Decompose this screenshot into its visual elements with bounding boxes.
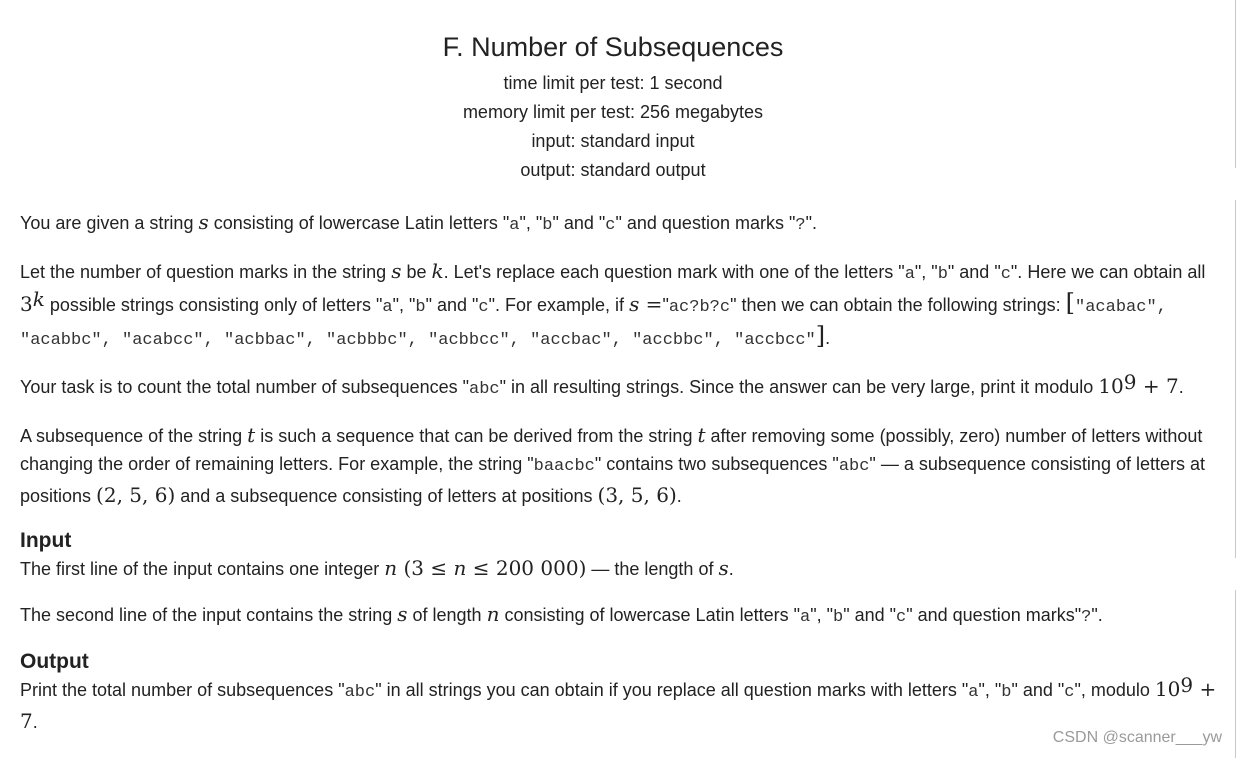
output-paragraph-1: Print the total number of subsequences "abc" in all strings you can obtain if you replace all question marks with letters "a", "b" and "c", modulo $10^9 + 7$. xyxy=(20,673,1217,733)
statement-paragraph-1: You are given a string s consisting of lowercase Latin letters "a", "b" and "c" and question marks "?". xyxy=(20,210,817,235)
problem-header xyxy=(0,28,1226,185)
time-limit: time limit per test: 1 second xyxy=(503,73,723,93)
csdn-watermark: CSDN @scanner___yw xyxy=(1052,729,1222,746)
input-paragraph-1: The first line of the input contains one integer n (3 ≤ n ≤ 200 000) — the length of s. xyxy=(20,556,734,580)
input-paragraph-2: The second line of the input contains the string s of length n consisting of lowercase Latin letters "a", "b" and "c" and question marks"?". xyxy=(20,602,1103,627)
statement-paragraph-3: Your task is to count the total number of subsequences "abc" in all resulting strings. Since the answer can be very large, print it modulo $10^9 + 7$. xyxy=(20,370,1184,399)
input-section-title: Input xyxy=(20,529,72,552)
input-spec: input: standard input xyxy=(531,131,695,151)
right-divider-middle xyxy=(1235,200,1236,558)
problem-title: F. Number of Subsequences xyxy=(442,32,784,62)
statement-paragraph-4: A subsequence of the string t is such a sequence that can be derived from the string t after removing some (possibly, zero) number of letters without changing the order of remaining letters. For example, the string "baacbc" contains two subsequences "abc" — a subsequence consisting of letters at positions (2, 5, 6) and a subsequence consisting of letters at positions (3, 5, 6). xyxy=(20,423,1205,507)
right-divider-bottom xyxy=(1235,590,1236,758)
output-spec: output: standard output xyxy=(520,160,706,180)
right-divider-top xyxy=(1235,0,1236,168)
statement-paragraph-2: Let the number of question marks in the string s be k. Let's replace each question mark with one of the letters "a", "b" and "c". Here we can obtain all 3$^k$ possible strings consisting only of letters "a", "b" and "c". For example, if s ="ac?b?c" then we can obtain the following strings: ["acabac", "acabbc", "acabcc", "acbbac", "acbbbc", "acbbcc", "accbac", "accbbc", "accbcc"]. xyxy=(20,259,1206,350)
problem-statement xyxy=(20,208,1220,753)
memory-limit: memory limit per test: 256 megabytes xyxy=(462,102,764,122)
output-section-title: Output xyxy=(20,650,89,673)
